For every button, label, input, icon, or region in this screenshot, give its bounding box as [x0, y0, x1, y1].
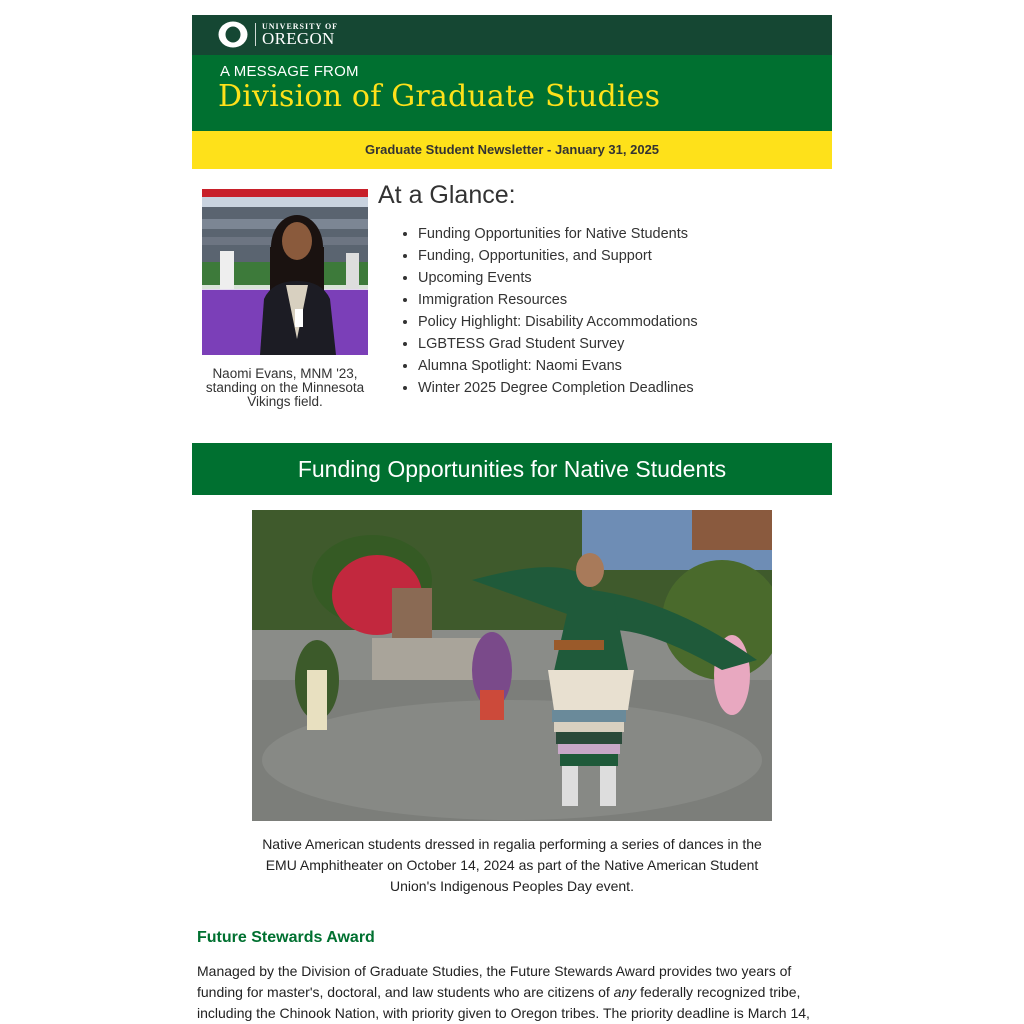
- at-a-glance-section: [192, 169, 832, 443]
- logo-oregon-text: OREGON: [262, 29, 335, 48]
- at-a-glance-title: At a Glance:: [378, 181, 516, 209]
- glance-item-lgbtess-survey[interactable]: • LGBTESS Grad Student Survey: [418, 333, 698, 355]
- glance-item-upcoming-events[interactable]: • Upcoming Events: [418, 267, 698, 289]
- naomi-evans-photo[interactable]: [202, 189, 368, 355]
- logo-university-text: UNIVERSITY OF: [262, 22, 339, 31]
- future-stewards-award-title: Future Stewards Award: [197, 929, 375, 946]
- dance-photo-illustration: [252, 510, 772, 821]
- future-stewards-award-text: [197, 961, 827, 1024]
- award-text-part-2: federally recognized tribe, including the Chinook Nation, with priority given to Oregon tribes. The priority deadline is March 14,: [197, 984, 810, 1021]
- glance-item-alumna-spotlight[interactable]: • Alumna Spotlight: Naomi Evans: [418, 355, 698, 377]
- glance-item-funding-support[interactable]: • Funding, Opportunities, and Support: [418, 245, 698, 267]
- glance-item-immigration[interactable]: • Immigration Resources: [418, 289, 698, 311]
- division-title: Division of Graduate Studies: [218, 79, 661, 114]
- logo-separator: [255, 23, 256, 46]
- dance-photo-caption: Native American students dressed in regalia performing a series of dances in the EMU Amphitheater on October 14, 2024 as part of the Native American Student Union's Indigenous Peoples Day event.: [262, 836, 762, 894]
- oregon-o-logo-icon[interactable]: [218, 21, 248, 48]
- title-banner: [192, 55, 832, 131]
- award-text-emphasis: any: [613, 984, 637, 1000]
- funding-section-header: Funding Opportunities for Native Students: [192, 443, 832, 495]
- naomi-photo-illustration: [202, 189, 368, 355]
- logo-bar: [192, 15, 832, 55]
- award-text-part-1: Managed by the Division of Graduate Studies, the Future Stewards Award provides two years of funding for master's, doctoral, and law students who are citizens of: [197, 963, 792, 1000]
- indigenous-peoples-day-photo[interactable]: [252, 510, 772, 821]
- glance-item-degree-deadlines[interactable]: • Winter 2025 Degree Completion Deadlines: [418, 377, 698, 399]
- at-a-glance-list: [378, 223, 698, 399]
- naomi-photo-caption: Naomi Evans, MNM '23, standing on the Minnesota Vikings field.: [205, 366, 365, 409]
- glance-item-policy-highlight[interactable]: • Policy Highlight: Disability Accommodations: [418, 311, 698, 333]
- newsletter: [192, 15, 832, 1024]
- glance-item-native-funding[interactable]: • Funding Opportunities for Native Students: [418, 223, 698, 245]
- message-from-label: A MESSAGE FROM: [220, 63, 359, 80]
- newsletter-date-bar: Graduate Student Newsletter - January 31, 2025: [192, 131, 832, 169]
